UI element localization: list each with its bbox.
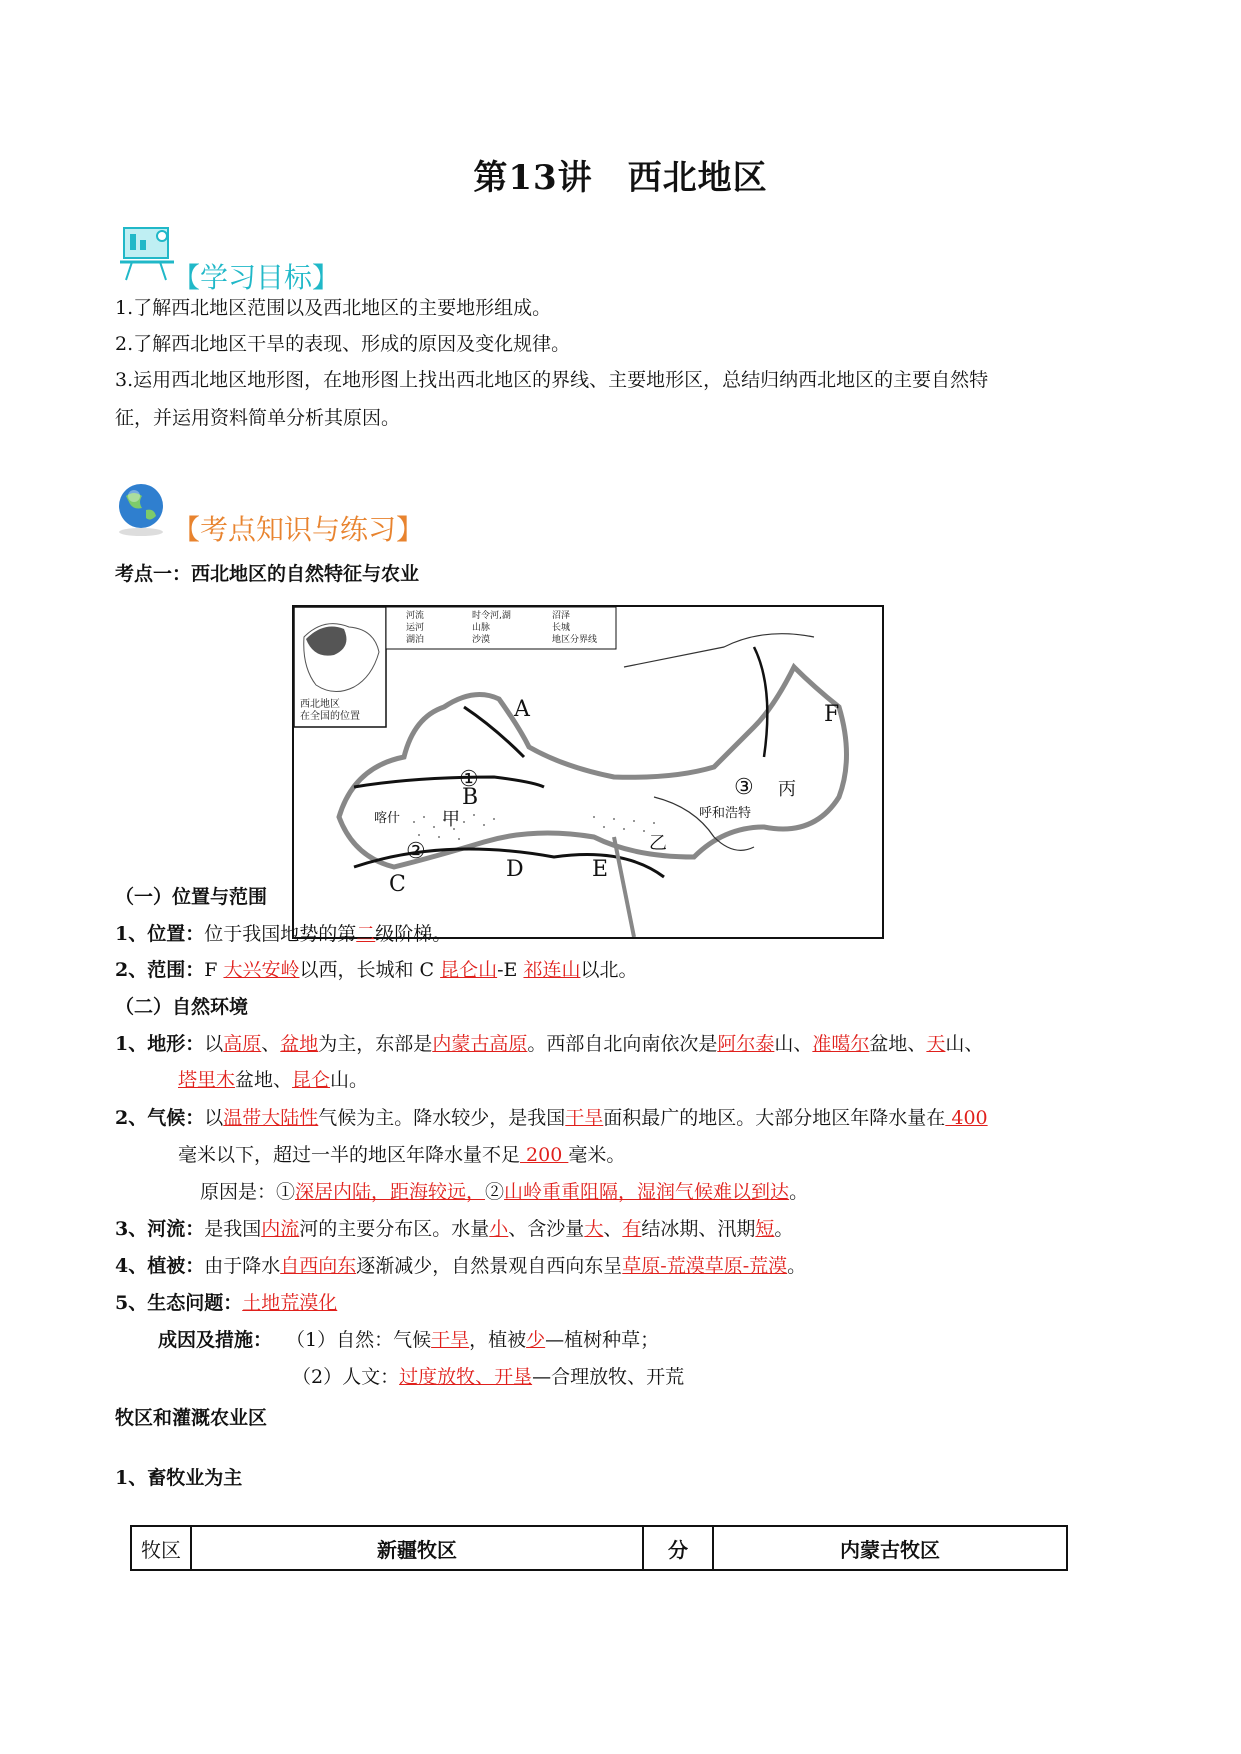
cause-line-2: （2）人文：过度放牧、开垦—合理放牧、开荒 [292,1366,685,1388]
map-label-2: ② [406,839,426,864]
goal-item-2: 2.了解西北地区干旱的表现、形成的原因及变化规律。 [115,333,571,355]
inset-caption-1: 西北地区 [300,699,340,710]
table-cell-neimenggu: 内蒙古牧区 [713,1526,1067,1570]
map-label-F: F [824,702,840,727]
eco-line: 5、生态问题：土地荒漠化 [115,1292,338,1314]
northwest-region-map [292,605,884,939]
map-label-B: B [462,785,479,810]
reason-line: 原因是：①深居内陆，距海较远，②山岭重重阻隔，湿润气候难以到达。 [200,1181,809,1203]
range-line: 2、范围：F 大兴安岭以西，长城和 C 昆仑山-E 祁连山以北。 [115,959,638,981]
table-cell-pasture: 牧区 [131,1526,191,1570]
goal-item-3-cont: 征，并运用资料简单分析其原因。 [115,407,401,429]
map-label-A: A [514,697,530,722]
legend-boundary: 地区分界线 [552,635,598,645]
legend-swamp: 沼泽 [552,611,571,621]
climate-line-2: 毫米以下，超过一半的地区年降水量不足 200 毫米。 [178,1144,626,1166]
map-label-huhehaote: 呼和浩特 [699,806,752,821]
agri-subheading: 1、畜牧业为主 [115,1467,243,1489]
globe-icon [112,480,170,538]
inset-caption-2: 在全国的位置 [300,711,360,722]
map-label-3: ③ [734,775,754,800]
vegetation-line: 4、植被：由于降水自西向东逐渐减少，自然景观自西向东呈草原-荒漠草原-荒漠。 [115,1255,807,1277]
point-1-heading: 考点一：西北地区的自然特征与农业 [115,563,420,585]
legend-mountain: 山脉 [472,623,491,633]
goal-item-3: 3.运用西北地区地形图，在地形图上找出西北地区的界线、主要地形区，总结归纳西北地区的主要自然特 [115,369,989,391]
legend-river: 河流 [406,611,425,621]
position-line: 1、位置：位于我国地势的第二级阶梯。 [115,923,452,945]
legend-wall: 长城 [552,623,571,633]
map-label-E: E [592,857,609,882]
map-label-kashi: 喀什 [374,811,401,826]
terrain-line: 1、地形：以高原、盆地为主，东部是内蒙古高原。西部自北向南依次是阿尔泰山、准噶尔盆地、天山、 [115,1033,984,1055]
table-row [131,1526,1067,1570]
legend-desert: 沙漠 [472,635,491,645]
terrain-line-2: 塔里木盆地、昆仑山。 [178,1069,369,1091]
map-label-yi: 乙 [649,833,667,854]
pasture-table [130,1525,1068,1571]
river-line: 3、河流：是我国内流河的主要分布区。水量小、含沙量大、有结冰期、汛期短。 [115,1218,794,1240]
section-1-heading: （一）位置与范围 [115,886,268,908]
table-cell-fen: 分 [643,1526,713,1570]
section-2-heading: （二）自然环境 [115,996,249,1018]
table-cell-xinjiang: 新疆牧区 [191,1526,643,1570]
page-title: 第13讲 西北地区 [473,158,768,198]
map-label-1: ① [459,767,479,792]
legend-seasonal: 时令河,湖 [472,611,511,621]
map-label-D: D [506,857,524,882]
practice-heading: 【考点知识与练习】 [172,513,425,546]
goals-heading: 【学习目标】 [172,261,341,294]
map-label-bing: 丙 [778,779,796,800]
map-label-jia: 甲 [442,809,460,830]
legend-lake: 湖泊 [406,635,425,645]
climate-line: 2、气候：以温带大陆性气候为主。降水较少，是我国干旱面积最广的地区。大部分地区年降水量在 400 [115,1107,988,1129]
legend-canal: 运河 [406,623,425,633]
map-label-C: C [389,872,406,897]
agri-heading: 牧区和灌溉农业区 [115,1407,268,1429]
goal-item-1: 1.了解西北地区范围以及西北地区的主要地形组成。 [115,297,552,319]
cause-line-1: 成因及措施： （1）自然：气候干旱，植被少—植树种草； [158,1329,660,1351]
